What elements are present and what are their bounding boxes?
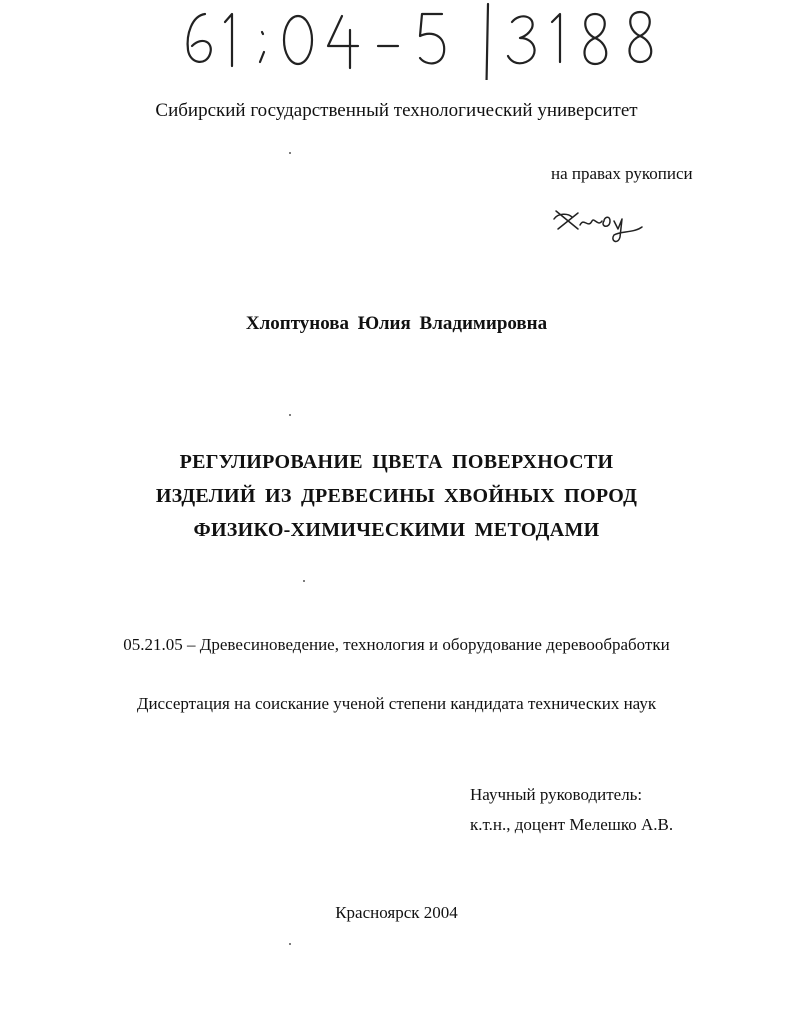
scan-speck bbox=[303, 580, 305, 582]
advisor-name: к.т.н., доцент Мелешко А.В. bbox=[470, 815, 674, 834]
university-name: Сибирский государственный технологический университет bbox=[155, 100, 638, 121]
scan-speck bbox=[289, 414, 291, 416]
manuscript-note: на правах рукописи bbox=[551, 164, 693, 183]
author-signature bbox=[548, 205, 648, 250]
author-name: Хлоптунова Юлия Владимировна bbox=[245, 313, 548, 334]
title-line: ИЗДЕЛИЙ ИЗ ДРЕВЕСИНЫ ХВОЙНЫХ ПОРОД bbox=[155, 485, 638, 507]
scan-speck bbox=[289, 943, 291, 945]
scan-speck bbox=[289, 152, 291, 154]
title-line: ФИЗИКО-ХИМИЧЕСКИМИ МЕТОДАМИ bbox=[193, 519, 600, 541]
degree-note: Диссертация на соискание ученой степени кандидата технических наук bbox=[136, 694, 657, 713]
dissertation-title bbox=[0, 445, 793, 547]
specialty-code: 05.21.05 – Древесиноведение, технология и оборудование деревообработки bbox=[123, 635, 670, 654]
advisor-label: Научный руководитель: bbox=[470, 785, 643, 804]
handwritten-archive-code bbox=[170, 0, 680, 80]
city-year: Красноярск 2004 bbox=[335, 903, 458, 922]
title-line: РЕГУЛИРОВАНИЕ ЦВЕТА ПОВЕРХНОСТИ bbox=[179, 451, 614, 473]
